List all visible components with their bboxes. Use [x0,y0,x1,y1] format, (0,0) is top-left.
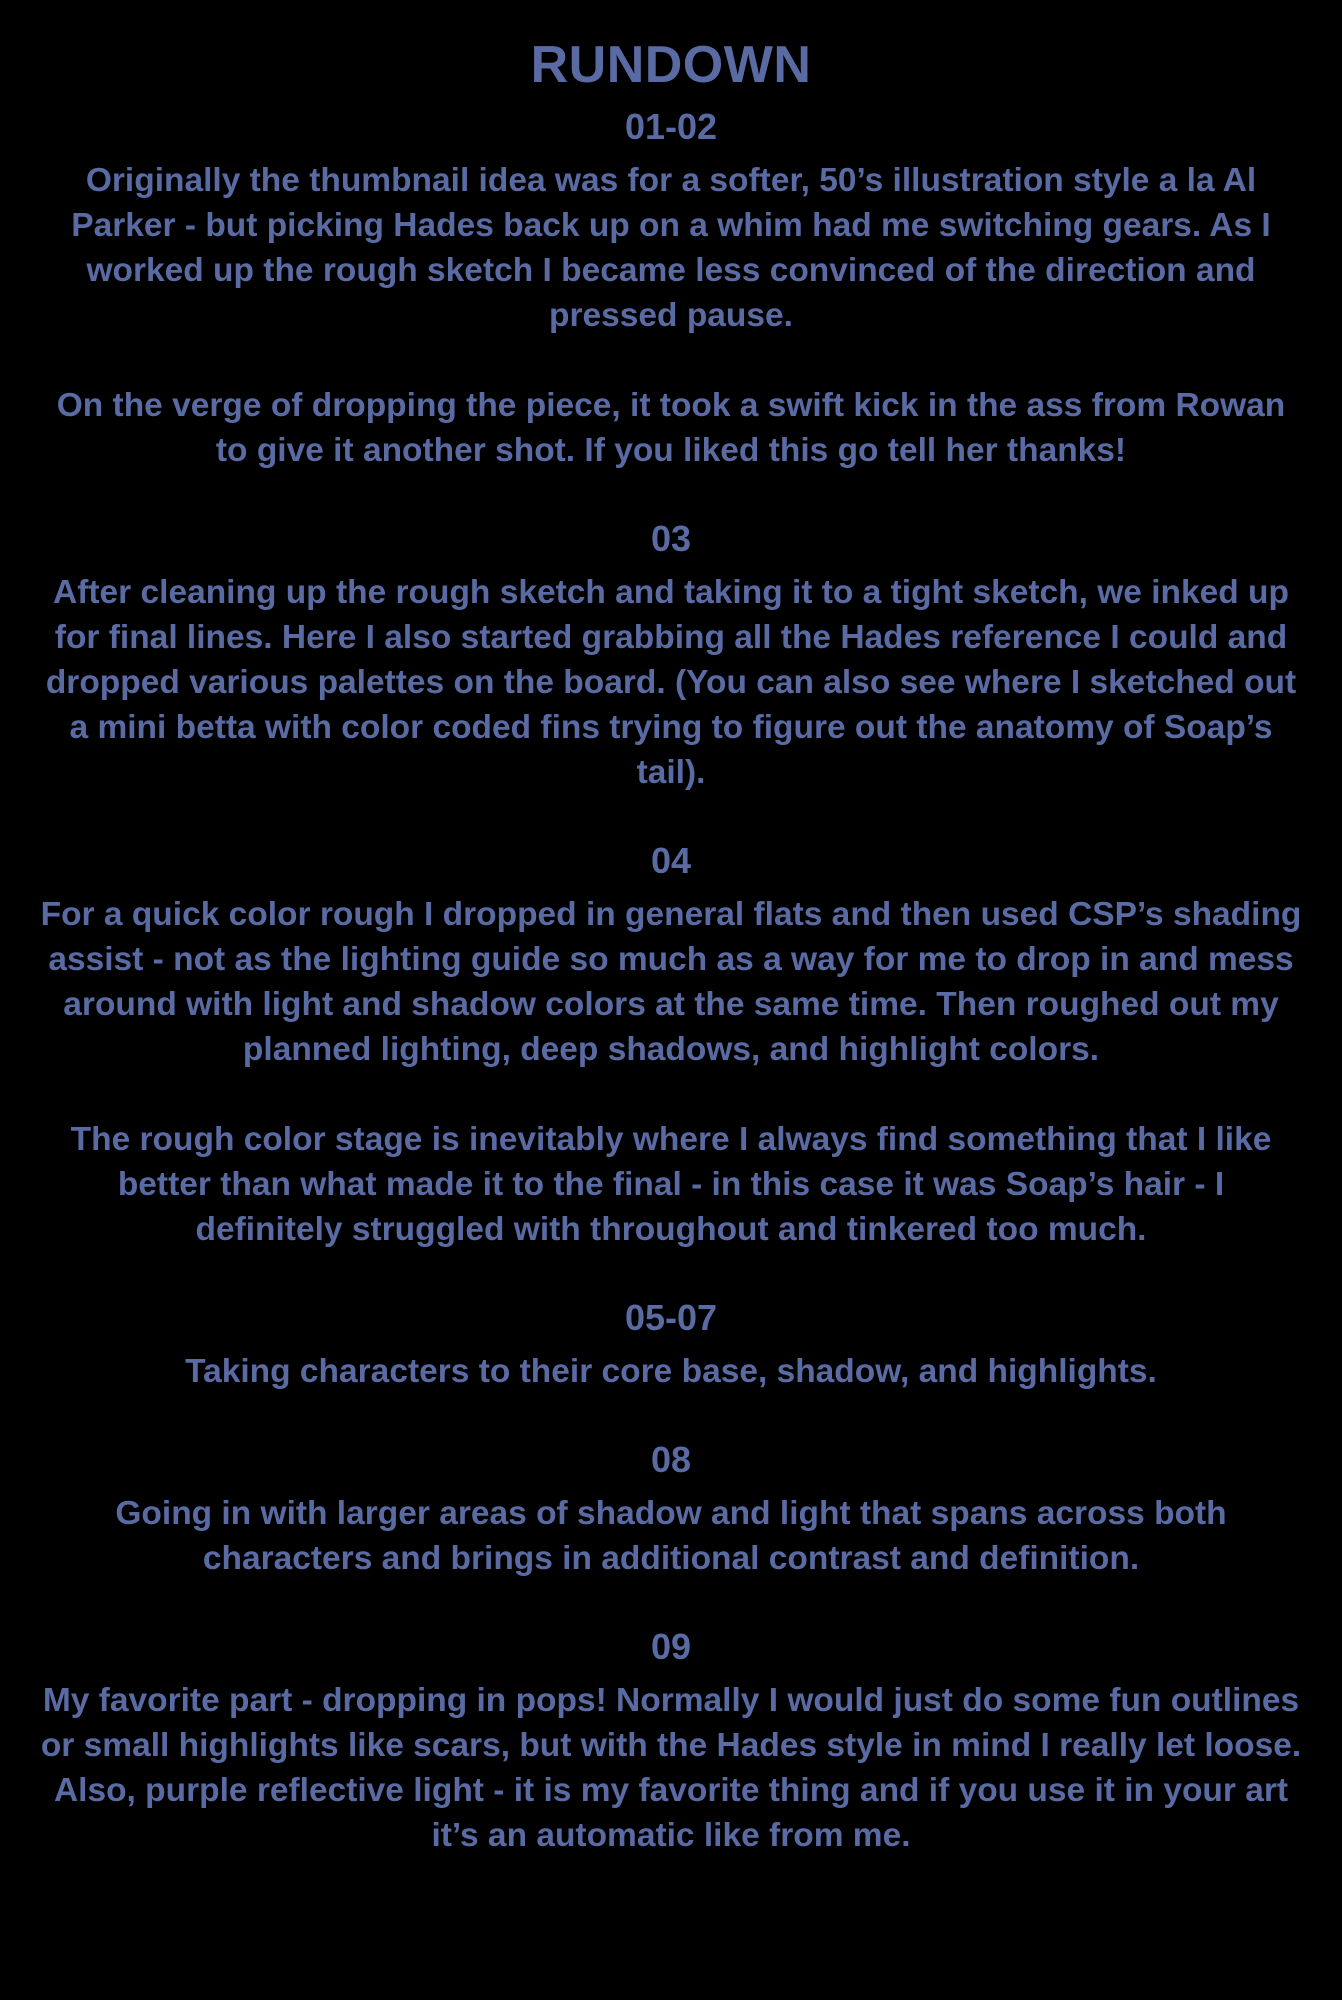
page-title: RUNDOWN [530,36,812,94]
section-09 [40,1626,1302,1858]
section-heading: 04 [650,840,692,881]
section-03 [40,518,1302,795]
section-heading: 08 [650,1439,692,1480]
section-paragraph: The rough color stage is inevitably where I always find something that I like better than what made it to the final - in this case it was Soap’s hair - I definitely struggled with throughout and tinkered too much. [70,1121,1272,1248]
section-04 [40,840,1302,1252]
section-paragraph: Taking characters to their core base, shadow, and highlights. [185,1353,1157,1390]
section-paragraph: On the verge of dropping the piece, it took a swift kick in the ass from Rowan to give it another shot. If you liked this go tell her thanks! [56,387,1286,469]
section-paragraph: Going in with larger areas of shadow and light that spans across both characters and brings in additional contrast and definition. [115,1495,1227,1577]
section-paragraph: Originally the thumbnail idea was for a softer, 50’s illustration style a la Al Parker - but picking Hades back up on a whim had me switching gears. As I worked up the rough sketch I became less convinced of the direction and pressed pause. [71,162,1271,334]
section-05-07 [40,1297,1302,1394]
section-paragraph: For a quick color rough I dropped in general flats and then used CSP’s shading assist - not as the lighting guide so much as a way for me to drop in and mess around with light and shadow colors at the same time. Then roughed out my planned lighting, deep shadows, and highlight colors. [40,896,1302,1068]
section-heading: 09 [650,1626,692,1667]
section-heading: 01-02 [624,106,718,147]
section-08 [40,1439,1302,1581]
section-paragraph: After cleaning up the rough sketch and taking it to a tight sketch, we inked up for final lines. Here I also started grabbing all the Hades reference I could and dropped various palettes on the board. (You can also see where I sketched out a mini betta with color coded fins trying to figure out the anatomy of Soap’s tail). [45,574,1297,791]
section-paragraph: My favorite part - dropping in pops! Normally I would just do some fun outlines or small highlights like scars, but with the Hades style in mind I really let loose. Also, purple reflective light - it is my favorite thing and if you use it in your art it’s an automatic like from me. [40,1682,1302,1854]
section-01-02 [40,106,1302,473]
section-heading: 05-07 [624,1297,718,1338]
section-heading: 03 [650,518,692,559]
